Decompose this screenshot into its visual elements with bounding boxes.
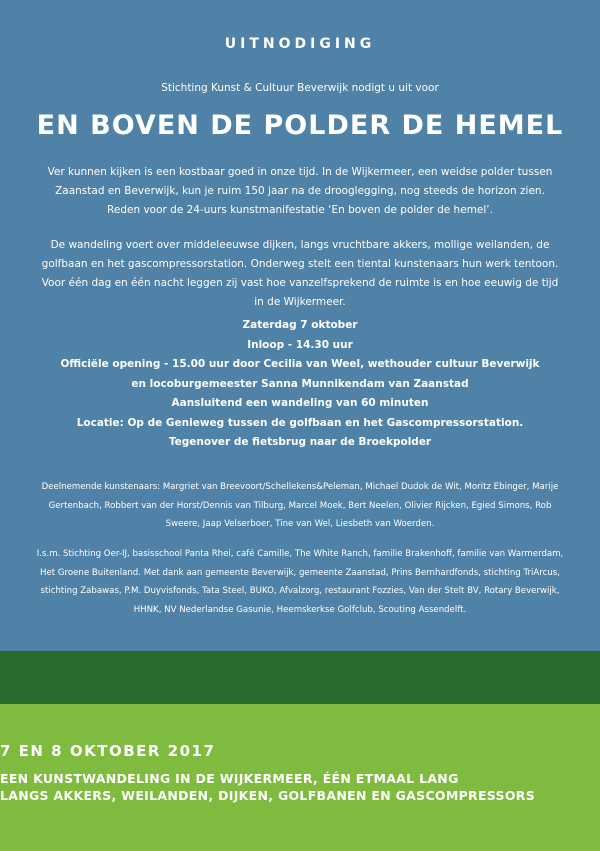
walk-info: Aansluitend een wandeling van 60 minuten	[171, 397, 429, 409]
location-info: Locatie: Op de Genieweg tussen de golfbaan en het Gascompressorstation.	[76, 416, 524, 429]
tagline-line-1: EEN KUNSTWANDELING IN DE WIJKERMEER, ÉÉN ETMAAL LANG	[0, 771, 459, 786]
dark-green-band	[0, 651, 600, 704]
artists-list: Deelnemende kunstenaars: Margriet van Breevoort/Schellekens&Peleman, Michael Dudok de Wit, Moritz Ebinger, Marije Gertenbach, Robbert van der Horst/Dennis van Tilburg, Marcel Moek, Bert Neelen, Olivier Rijcken, Egied Simons, Rob Sweere, Jaap Velserboer, Tine van Wel, Liesbeth van Woerden.	[41, 482, 559, 529]
walk-in-time: Inloop - 14.30 uur	[247, 338, 353, 351]
event-title: EN BOVEN DE POLDER DE HEMEL	[36, 110, 564, 141]
sponsors-list: I.s.m. Stichting Oer-IJ, basisschool Panta Rhei, café Camille, The White Ranch, familie Brakenhoff, familie van Warmerdam, Het Groene Buitenland. Met dank aan gemeente Beverwijk, gemeente Zaanstad, Prins Bernhardfonds, stichting TriArcus, stichting Zabawas, P.M. Duyvisfonds, Tata Steel, BUKO, Afvalzorg, restaurant Fozzies, Van der Stelt BV, Rotary Beverwijk, HHNK, NV Nederlandse Gasunie, Heemskerkse Golfclub, Scouting Assendelft.	[36, 549, 564, 615]
opening-line-2: en locoburgemeester Sanna Munnikendam van Zaanstad	[131, 377, 469, 390]
opening-line-1: Officiële opening - 15.00 uur door Cecilia van Weel, wethouder cultuur Beverwijk	[60, 358, 540, 370]
intro-line: Stichting Kunst & Cultuur Beverwijk nodigt u uit voor	[161, 82, 439, 94]
event-details	[0, 316, 600, 453]
invitation-heading: UITNODIGING	[224, 36, 376, 52]
event-date: Zaterdag 7 oktober	[242, 319, 358, 331]
description-paragraph-2: De wandeling voert over middeleeuwse dijken, langs vruchtbare akkers, mollige weilanden, de golfbaan en het gascompressorstation. Onderweg stelt een tiental kunstenaars hun werk tentoon. Voor één dag en één nacht leggen zij vast hoe vanzelfsprekend de ruimte is en hoe eeuwig de tijd in de Wijkermeer.	[41, 239, 559, 308]
footer-tagline	[0, 770, 600, 804]
opposite-info: Tegenover de fietsbrug naar de Broekpolder	[168, 436, 432, 448]
footer-dates: 7 EN 8 OKTOBER 2017	[0, 742, 216, 760]
tagline-line-2: LANGS AKKERS, WEILANDEN, DIJKEN, GOLFBANEN EN GASCOMPRESSORS	[0, 788, 536, 803]
description-paragraph-1: Ver kunnen kijken is een kostbaar goed in onze tijd. In de Wijkermeer, een weidse polder tussen Zaanstad en Beverwijk, kun je ruim 150 jaar na de drooglegging, nog steeds de horizon zien. Reden voor de 24-uurs kunstmanifestatie ‘En boven de polder de hemel’.	[47, 166, 553, 216]
